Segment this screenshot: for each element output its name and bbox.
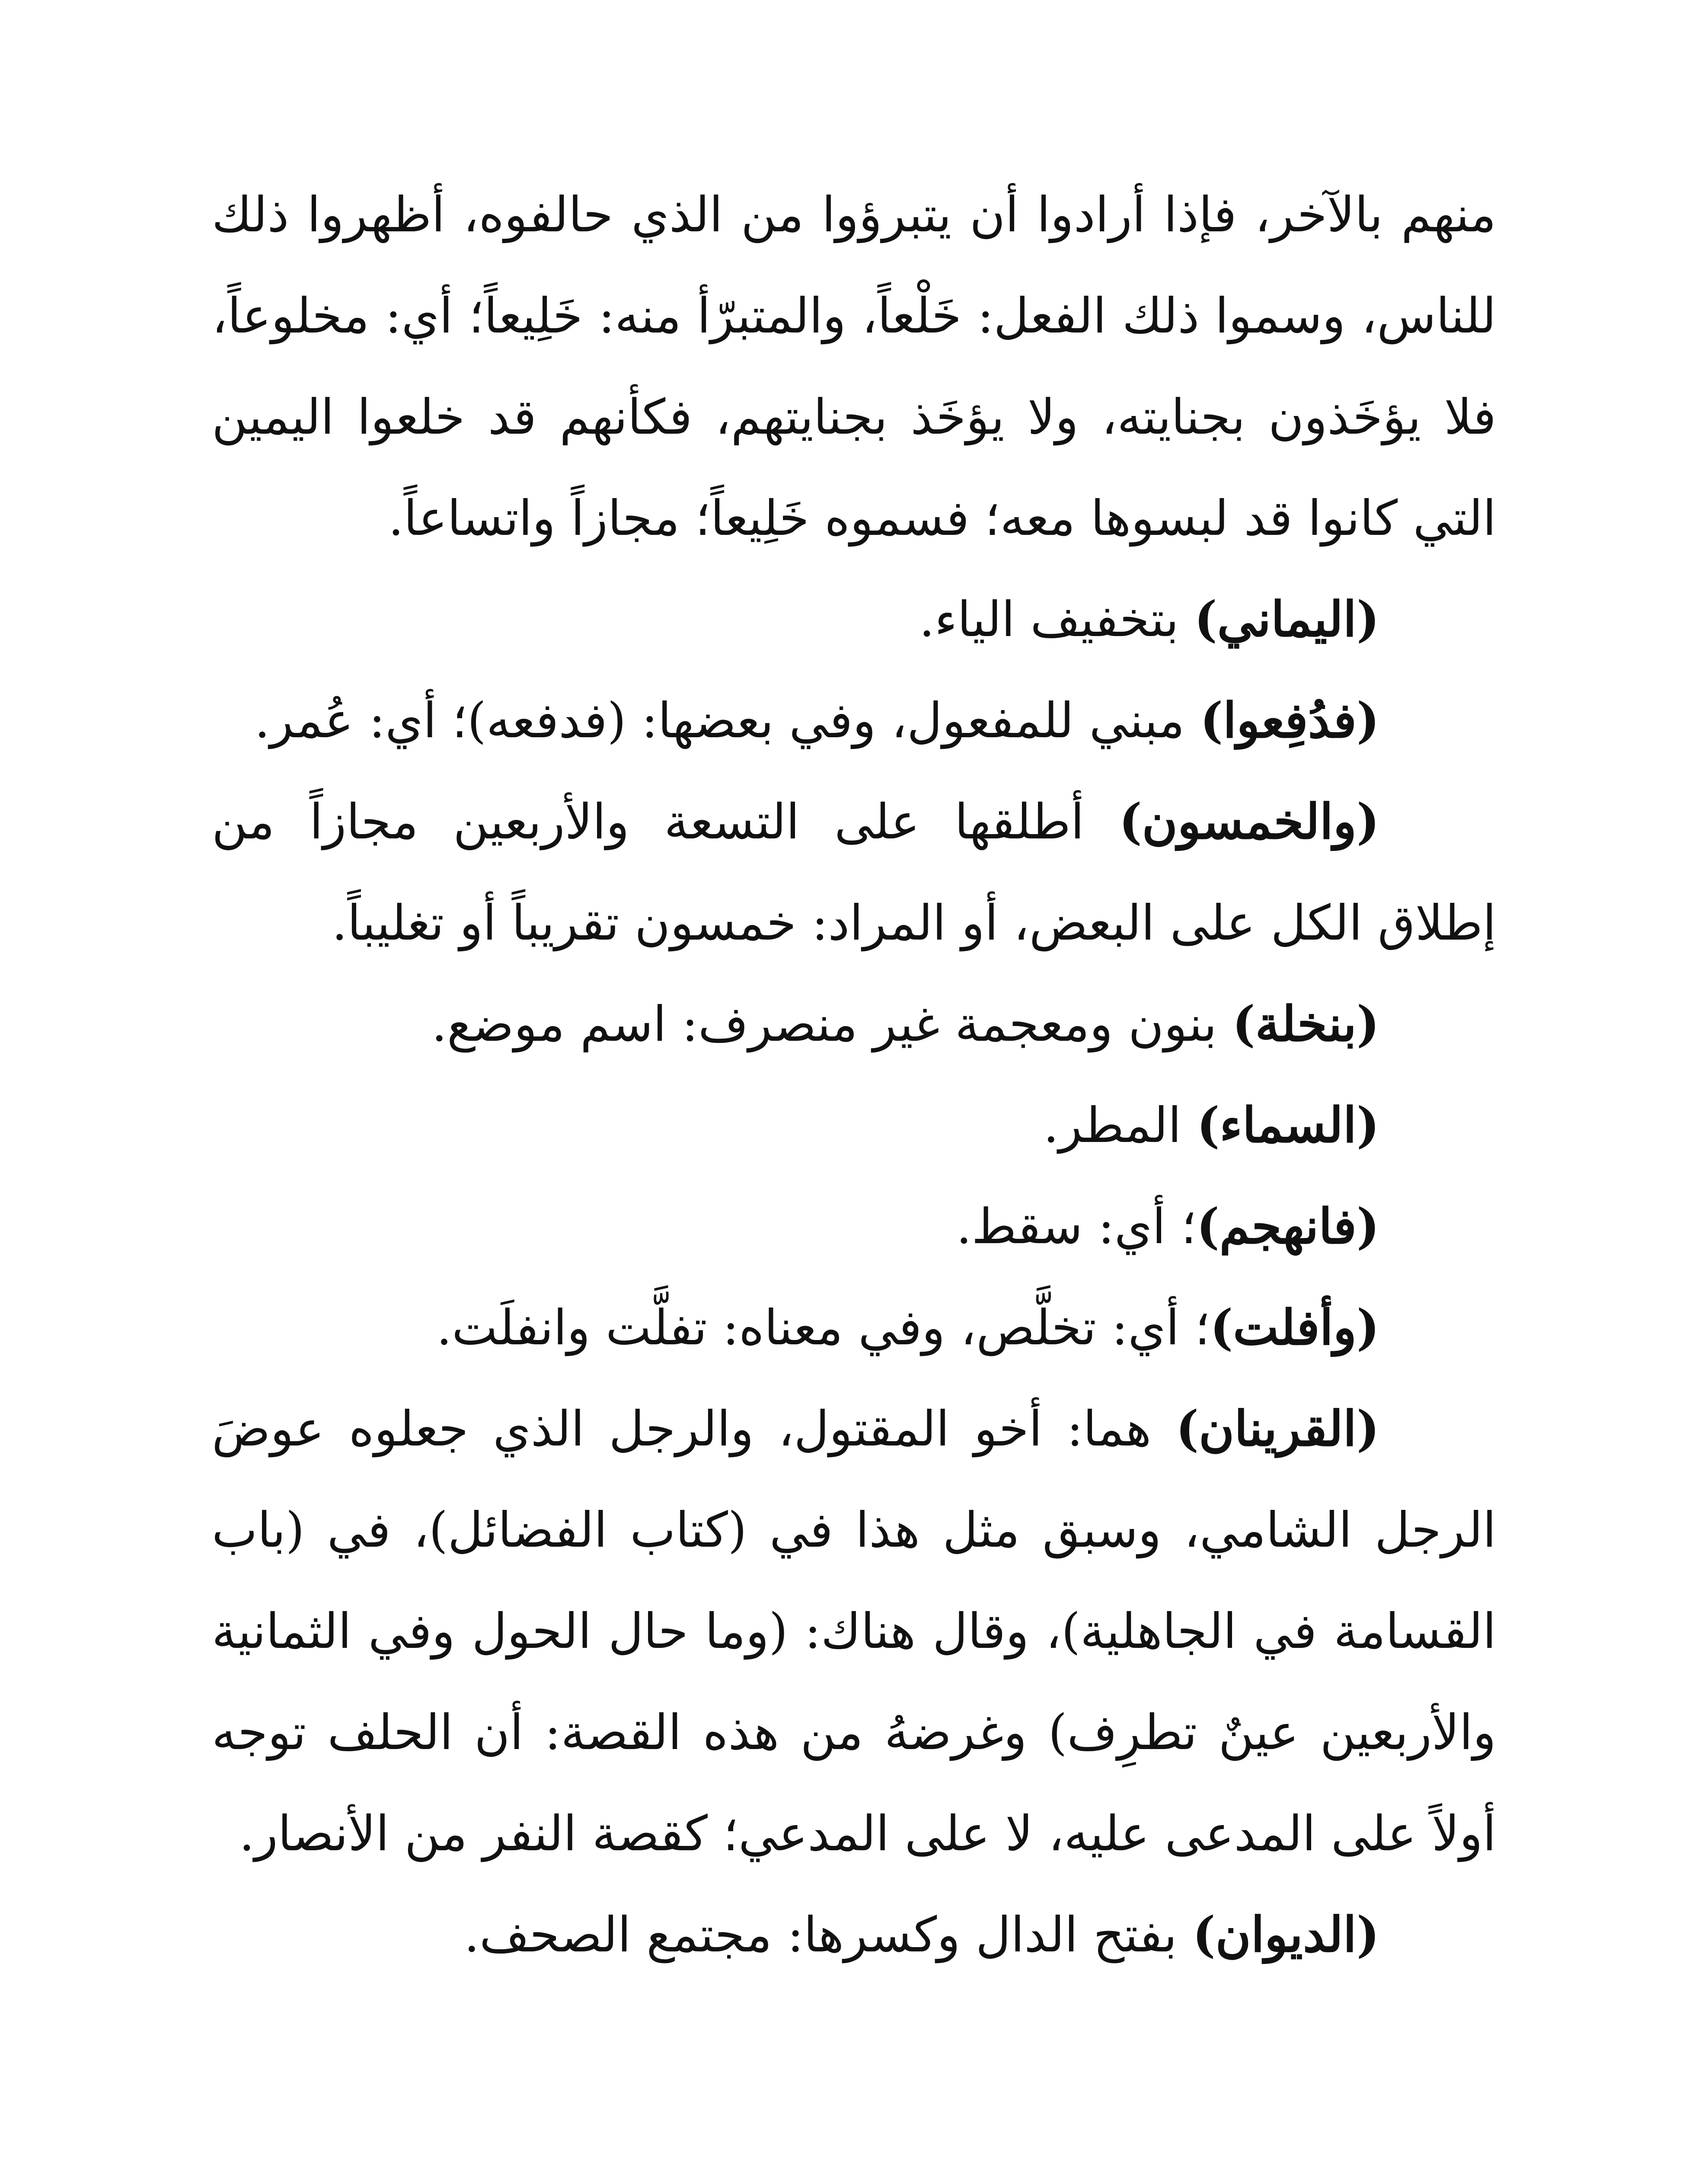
entry-nakhla — [212, 974, 1496, 1075]
entry-qarinan — [212, 1378, 1496, 1884]
entry-inhajam — [212, 1176, 1496, 1277]
entry-text: بنون ومعجمة غير منصرف: اسم موضع. — [431, 996, 1232, 1052]
entry-term: (اليماني) — [1194, 591, 1379, 648]
paragraph-text: منهم بالآخر، فإذا أرادوا أن يتبرؤوا من الذي حالفوه، أظهروا ذلك للناس، وسموا ذلك الفعل: خَلْعاً، والمتبرّأ منه: خَلِيعاً؛ أي: مخلوعاً، فلا يؤخَذون بجنايته، ولا يؤخَذ بجنايتهم، فكأنهم قد خلعوا اليمين التي كانوا قد لبسوها معه؛ فسموه خَلِيعاً؛ مجازاً واتساعاً. — [212, 187, 1496, 547]
entry-text: مبني للمفعول، وفي بعضها: (فدفعه)؛ أي: عُمر. — [254, 693, 1200, 749]
entry-text: بتخفيف الياء. — [919, 592, 1194, 648]
entry-yamani — [212, 569, 1496, 670]
entry-term: (القرينان) — [1175, 1401, 1379, 1457]
entry-khamsun — [212, 771, 1496, 974]
entry-text: أطلقها على التسعة والأربعين مجازاً من إطلاق الكل على البعض، أو المراد: خمسون تقريباً أو تغليباً. — [212, 794, 1496, 951]
entry-term: (بنخلة) — [1232, 996, 1379, 1052]
entry-text: بفتح الدال وكسرها: مجتمع الصحف. — [464, 1907, 1193, 1963]
entry-aflat — [212, 1277, 1496, 1378]
entry-text: ؛ أي: تخلَّص، وفي معناه: تفلَّت وانفلَت. — [436, 1300, 1210, 1356]
entry-diwan — [212, 1884, 1496, 1986]
entry-samaa — [212, 1075, 1496, 1176]
entry-term: (السماء) — [1197, 1097, 1379, 1154]
entry-text: ؛ أي: سقط. — [956, 1199, 1197, 1255]
paragraph-continuation — [212, 164, 1496, 569]
commentary-text — [212, 164, 1496, 1986]
entry-text: المطر. — [1043, 1097, 1197, 1154]
entry-term: (وأفلت) — [1210, 1299, 1379, 1356]
entry-dufiu — [212, 670, 1496, 771]
entry-term: (والخمسون) — [1119, 793, 1379, 850]
entry-term: (فانهجم) — [1196, 1198, 1379, 1255]
entry-term: (فدُفِعوا) — [1200, 692, 1379, 749]
entry-text: هما: أخو المقتول، والرجل الذي جعلوه عوضَ الرجل الشامي، وسبق مثل هذا في (كتاب الفضائل)، في (باب القسامة في الجاهلية)، وقال هناك: (وما حال الحول وفي الثمانية والأربعين عينٌ تطرِف) وغرضهُ من هذه القصة: أن الحلف توجه أولاً على المدعى عليه، لا على المدعي؛ كقصة النفر من الأنصار. — [212, 1401, 1497, 1862]
entry-term: (الديوان) — [1192, 1906, 1379, 1963]
